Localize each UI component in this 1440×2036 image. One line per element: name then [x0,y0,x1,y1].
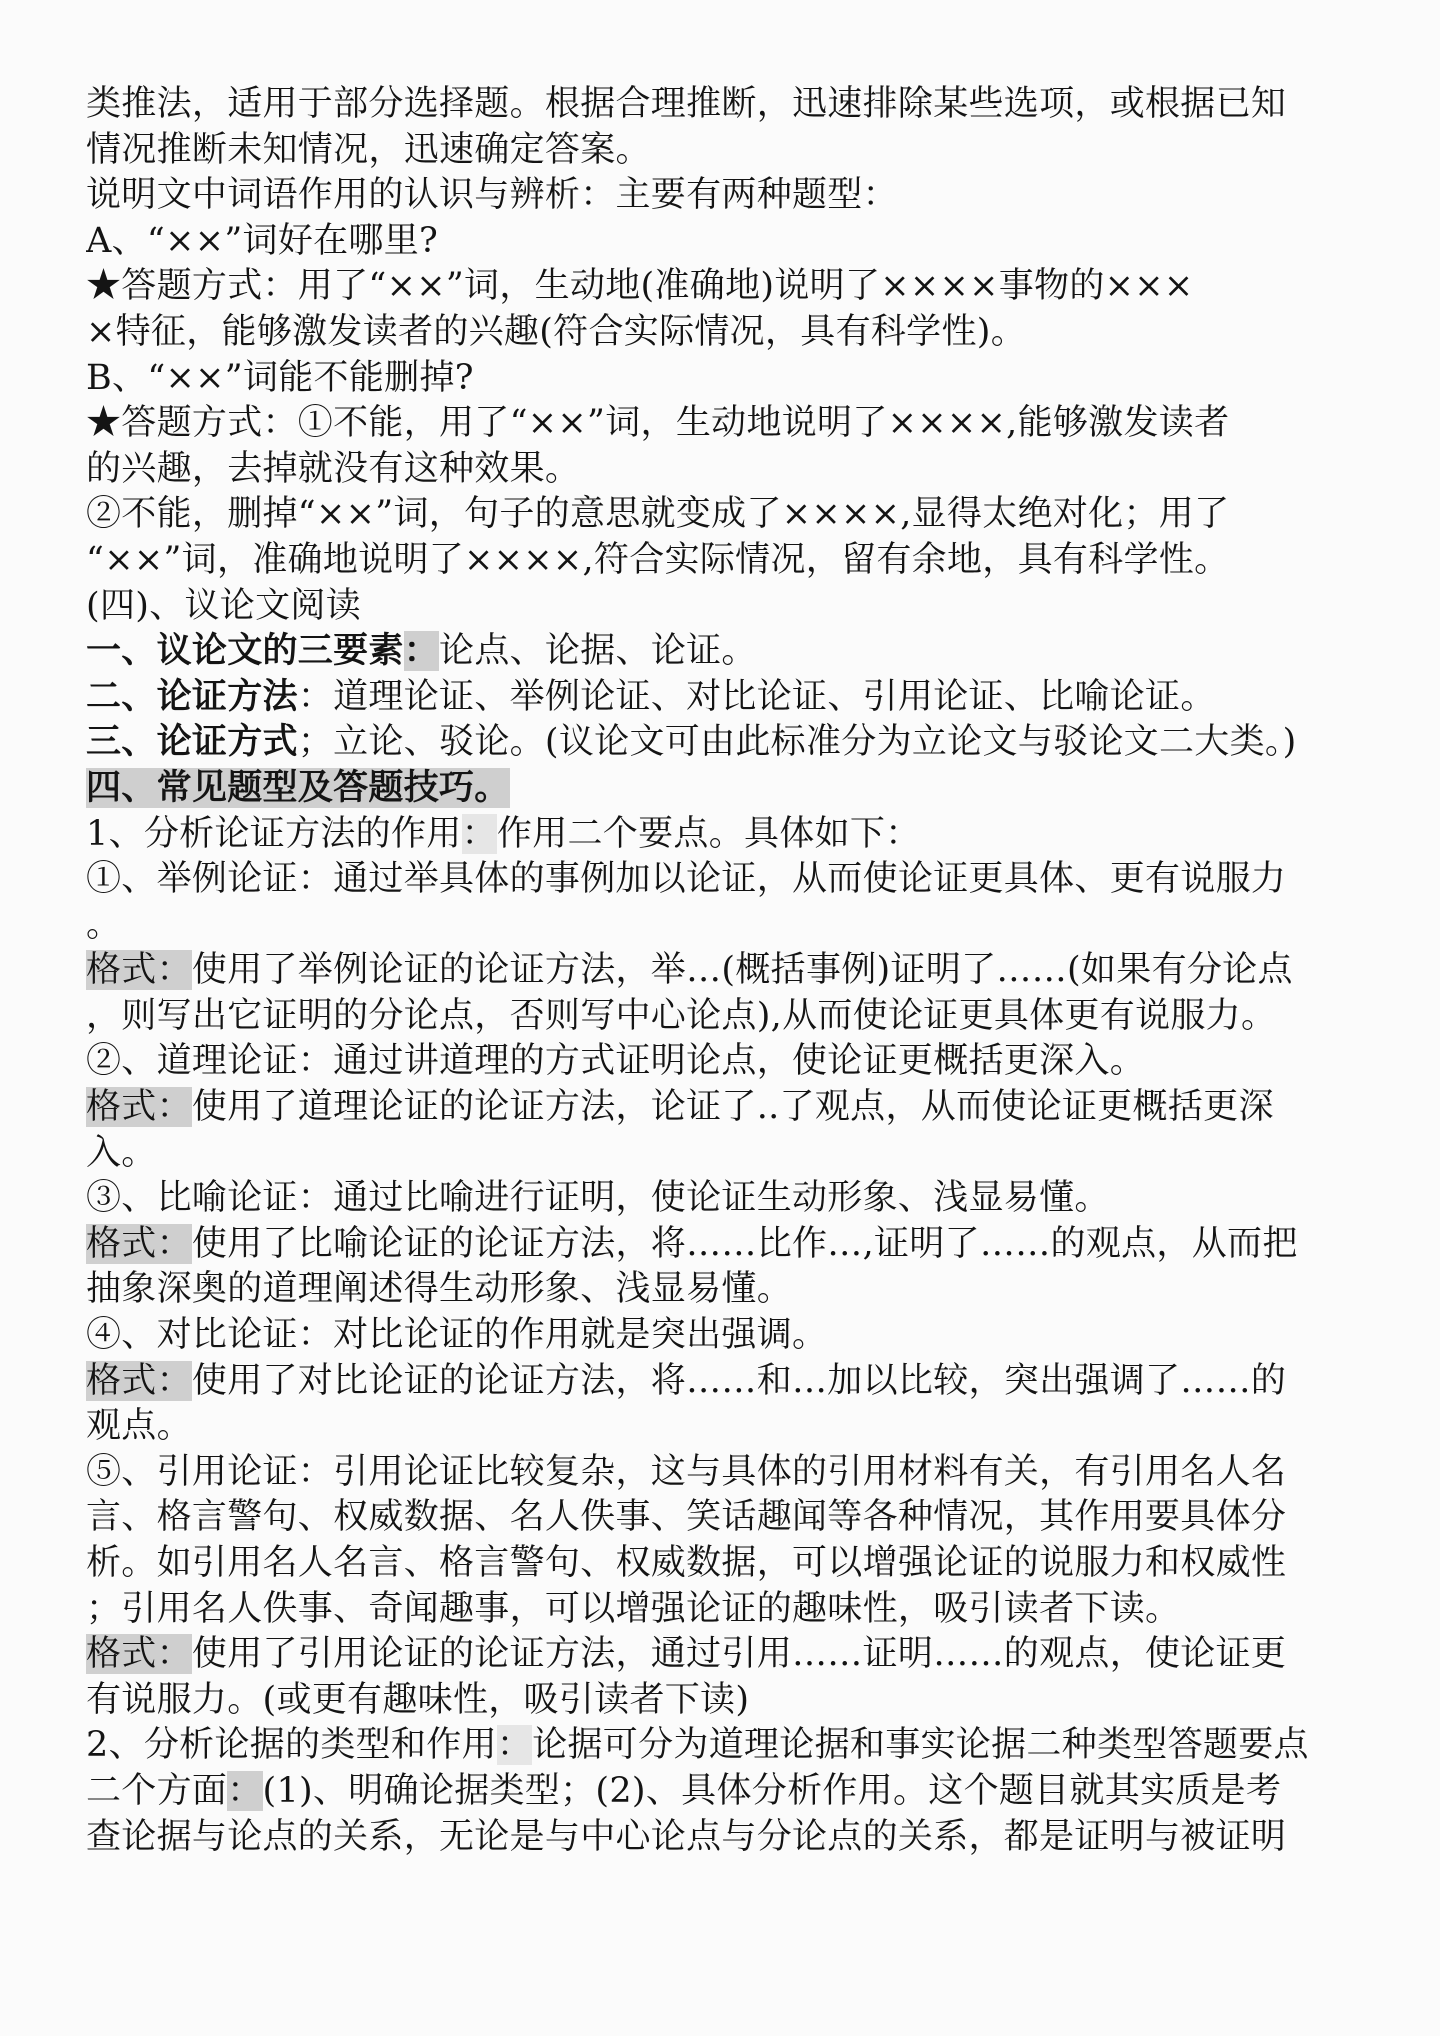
text-segment: 入。 [86,1132,157,1173]
text-segment: ；引用名人佚事、奇闻趣事，可以增强论证的趣味性，吸引读者下读。 [86,1588,1181,1629]
text-line [86,1131,1400,1177]
text-segment: 情况推断未知情况，迅速确定答案。 [86,129,651,170]
text-line [86,538,1400,584]
text-segment: ★答题方式：用了“××”词，生动地(准确地)说明了××××事物的××× [86,266,1194,307]
text-line [86,720,1400,766]
text-segment: 2、分析论据的类型和作用 [86,1725,497,1766]
text-line [86,1222,1400,1268]
text-line [86,629,1400,675]
text-segment: 论点、论据、论证。 [439,631,757,672]
highlighted-text: 格式： [86,1223,192,1264]
text-segment: ★答题方式：①不能，用了“××”词，生动地说明了××××,能够激发读者 [86,403,1230,444]
text-line [86,173,1400,219]
highlighted-text: ： [403,631,440,672]
text-segment: ；立论、驳论。(议论文可由此标准分为立论文与驳论文二大类。) [297,722,1297,763]
text-line [86,948,1400,994]
text-line [86,1313,1400,1359]
text-line [86,1587,1400,1633]
text-segment: 使用了道理论证的论证方法，论证了..了观点，从而使论证更概括更深 [191,1087,1274,1128]
text-line [86,82,1400,128]
text-segment: ： [461,813,497,854]
text-segment: 使用了对比论证的论证方法，将……和…加以比较，突出强调了……的 [191,1360,1287,1401]
highlighted-text: 四、常见题型及答题技巧。 [86,767,510,808]
text-segment: ： [496,1725,533,1766]
text-segment: (1)、明确论据类型；(2)、具体分析作用。这个题目就其实质是考 [262,1770,1282,1811]
text-segment: 使用了举例论证的论证方法，举…(概括事例)证明了……(如果有分论点 [191,950,1293,991]
text-line [86,1450,1400,1496]
text-segment: ⑤、引用论证：引用论证比较复杂，这与具体的引用材料有关，有引用名人名 [86,1451,1287,1492]
text-segment: 论据可分为道理论据和事实论据二种类型答题要点 [532,1725,1309,1766]
text-segment: ②、道理论证：通过讲道理的方式证明论点，使论证更概括更深入。 [86,1041,1146,1082]
text-line [86,447,1400,493]
text-line [86,812,1400,858]
text-segment: 有说服力。(或更有趣味性，吸引读者下读) [86,1679,750,1720]
bold-heading-text: 二、论证方法 [86,676,298,717]
text-segment: ③、比喻论证：通过比喻进行证明，使论证生动形象、浅显易懂。 [86,1178,1110,1219]
text-segment: 类推法，适用于部分选择题。根据合理推断，迅速排除某些选项，或根据已知 [86,84,1287,124]
text-segment: 使用了比喻论证的论证方法，将……比作…,证明了……的观点，从而把 [191,1223,1298,1264]
text-segment: (四)、议论文阅读 [86,585,362,626]
text-segment: 析。如引用名人名言、格言警句、权威数据，可以增强论证的说服力和权威性 [86,1543,1287,1583]
text-line [86,1404,1400,1450]
text-segment: 抽象深奥的道理阐述得生动形象、浅显易懂。 [86,1269,793,1310]
text-line [86,310,1400,356]
text-line [86,1678,1400,1724]
bold-heading-text: 三、论证方式 [86,722,298,763]
text-segment: ④、对比论证：对比论证的作用就是突出强调。 [86,1315,828,1356]
text-line [86,1815,1400,1861]
text-segment: ②不能，删掉“××”词，句子的意思就变成了××××,显得太绝对化；用了 [86,494,1230,535]
text-line [86,903,1400,949]
text-line [86,1495,1400,1541]
text-line [86,1039,1400,1085]
document-body [86,82,1400,1860]
text-line [86,1769,1400,1815]
text-segment: 说明文中词语作用的认识与辨析：主要有两种题型： [86,175,898,216]
text-segment: 作用二个要点。具体如下： [496,813,921,854]
text-line [86,1359,1400,1405]
text-line [86,1085,1400,1131]
highlighted-text: 格式： [86,1087,192,1128]
text-segment: A、“××”词好在哪里? [86,220,439,261]
text-segment: ①、举例论证：通过举具体的事例加以论证，从而使论证更具体、更有说服力 [86,859,1287,900]
text-line [86,1267,1400,1313]
text-segment: ，则写出它证明的分论点，否则写中心论点),从而使论证更具体更有说服力。 [86,995,1277,1036]
highlighted-text: ： [227,1770,263,1811]
highlighted-text: 格式： [86,950,192,991]
text-segment: 二个方面 [86,1770,228,1811]
text-segment: 言、格言警句、权威数据、名人佚事、笑话趣闻等各种情况，其作用要具体分 [86,1497,1287,1538]
text-segment: 1、分析论证方法的作用 [86,813,462,854]
text-line [86,492,1400,538]
text-line [86,766,1400,812]
text-segment: 使用了引用论证的论证方法，通过引用……证明……的观点，使论证更 [191,1634,1287,1675]
text-segment: 观点。 [86,1406,192,1447]
text-line [86,401,1400,447]
text-line [86,356,1400,402]
text-line [86,1176,1400,1222]
text-segment: 。 [86,904,122,945]
highlighted-text: 格式： [86,1360,192,1401]
text-line [86,219,1400,265]
text-line [86,1541,1400,1587]
text-line [86,264,1400,310]
highlighted-text: 格式： [86,1634,192,1675]
text-line [86,857,1400,903]
text-segment: “××”词，准确地说明了××××,符合实际情况，留有余地，具有科学性。 [86,539,1230,580]
bold-heading-text: 一、议论文的三要素 [86,631,404,672]
text-segment: ×特征，能够激发读者的兴趣(符合实际情况，具有科学性)。 [86,311,1027,352]
text-line [86,1632,1400,1678]
text-segment: 查论据与论点的关系，无论是与中心论点与分论点的关系，都是证明与被证明 [86,1816,1287,1857]
text-segment: ：道理论证、举例论证、对比论证、引用论证、比喻论证。 [297,676,1216,717]
text-line [86,675,1400,721]
text-line [86,128,1400,174]
text-segment: 的兴趣，去掉就没有这种效果。 [86,448,581,489]
text-line [86,584,1400,630]
text-line [86,994,1400,1040]
text-line [86,1723,1400,1769]
text-segment: B、“××”词能不能删掉? [86,357,474,398]
